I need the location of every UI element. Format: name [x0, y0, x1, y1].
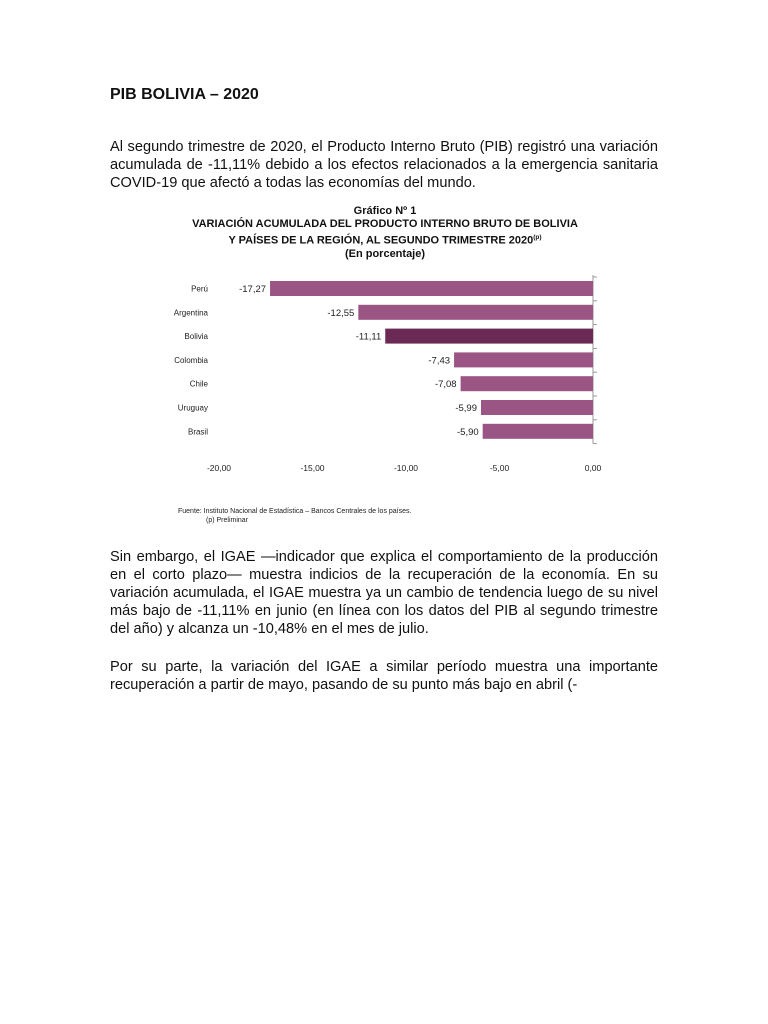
data-label: -17,27	[239, 284, 267, 295]
category-label: Brasil	[187, 427, 208, 437]
data-label: -7,43	[428, 355, 451, 367]
data-label: -12,55	[327, 307, 355, 319]
paragraph-intro: Al segundo trimestre de 2020, el Producto Interno Bruto (PIB) registró una variación acumulada de -11,11% debido a los efectos relacionados a la emergencia sanitaria COVID-19 que afectó a todas las economías del mundo.	[110, 139, 658, 191]
x-tick-label: 0,00	[584, 463, 602, 473]
bar-bolivia	[385, 329, 593, 344]
paragraph-igae: Sin embargo, el IGAE —indicador que explica el comportamiento de la producción en el corto plazo— muestra indicios de la recuperación de la economía. En su variación acumulada, el IGAE muestra ya un cambio de tendencia luego de su nivel más bajo de -11,11% en junio (en línea con los datos del PIB al segundo trimestre del año) y alcanza un -10,48% en el mes de julio.	[110, 549, 658, 637]
data-label: -11,11	[355, 331, 382, 343]
category-label: Colombia	[174, 355, 208, 365]
x-tick-label: -10,00	[393, 463, 419, 473]
data-label: -5,90	[457, 426, 479, 438]
chart-title-line-2: VARIACIÓN ACUMULADA DEL PRODUCTO INTERNO BRUTO DE BOLIVIA	[192, 218, 578, 230]
category-label: Perú	[191, 284, 208, 294]
x-tick-label: -20,00	[206, 463, 232, 473]
chart-source	[178, 507, 411, 525]
category-label: Bolivia	[184, 332, 208, 342]
chart-note: (p) Preliminar	[206, 517, 249, 524]
paragraph-igae-variation: Por su parte, la variación del IGAE a similar período muestra una importante recuperación a partir de mayo, pasando de su punto más bajo en abril (-	[110, 659, 658, 693]
data-label: -7,08	[434, 379, 457, 391]
bar-chile	[461, 376, 593, 391]
bar-uruguay	[481, 400, 593, 415]
chart-title-superscript: (p)	[533, 234, 542, 241]
chart-subtitle: (En porcentaje)	[344, 247, 426, 260]
chart-title-line-3-text: Y PAÍSES DE LA REGIÓN, AL SEGUNDO TRIMESTRE 2020	[228, 234, 534, 247]
bar-chart	[150, 205, 620, 505]
category-label: Argentina	[173, 308, 208, 318]
x-tick-label: -15,00	[300, 463, 325, 473]
x-tick-label: -5,00	[489, 463, 510, 473]
data-label: -5,99	[455, 403, 477, 414]
bar-perú	[270, 281, 593, 296]
category-label: Chile	[189, 379, 208, 389]
page-title: PIB BOLIVIA – 2020	[110, 86, 259, 103]
bar-argentina	[358, 305, 593, 320]
bar-brasil	[483, 424, 593, 439]
chart-title-line-1: Gráfico Nº 1	[353, 205, 417, 217]
category-label: Uruguay	[177, 403, 208, 413]
bar-colombia	[454, 352, 593, 367]
chart-figure	[150, 205, 620, 535]
chart-source-text: Fuente: Instituto Nacional de Estadística – Bancos Centrales de los países.	[178, 508, 412, 515]
